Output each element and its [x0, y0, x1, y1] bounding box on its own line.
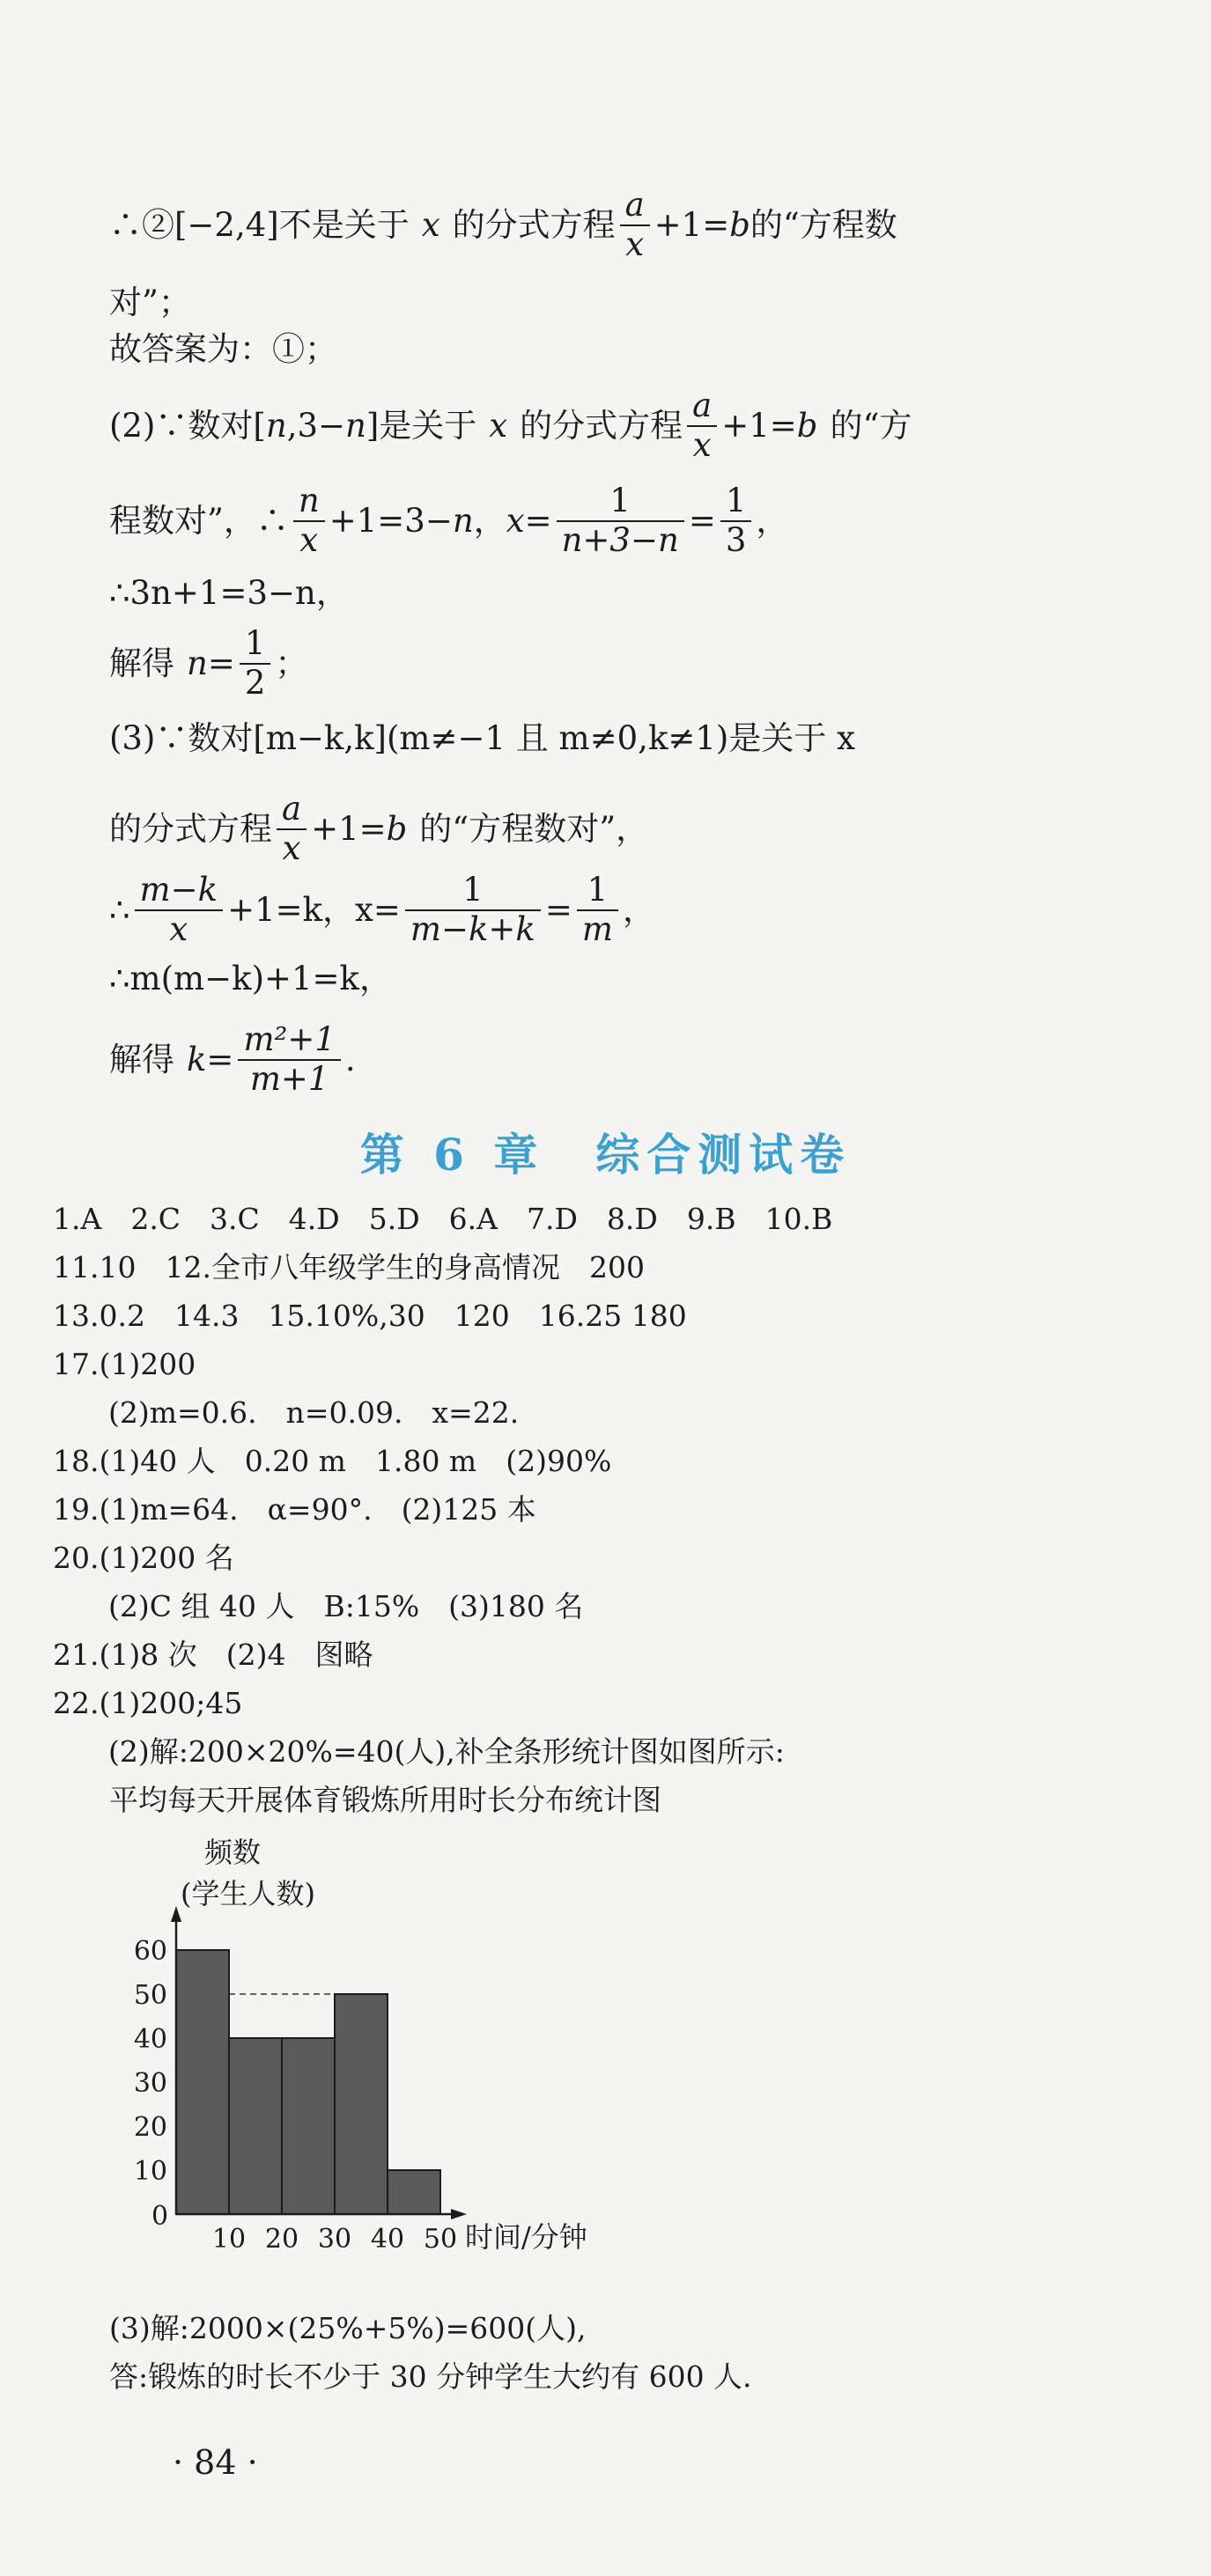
- part3-line3: [109, 872, 655, 948]
- chart-caption: 平均每天开展体育锻炼所用时长分布统计图: [109, 1783, 661, 1817]
- text: =: [206, 1041, 234, 1079]
- text: +1=k，x=: [227, 891, 401, 930]
- y-tick-label: 40: [133, 2024, 167, 2055]
- var-k: k: [187, 1041, 207, 1079]
- numerator: 1: [587, 871, 609, 909]
- denominator: 3: [725, 520, 747, 559]
- numerator: 1: [462, 871, 484, 909]
- text: ∴②[−2,4]不是关于: [109, 206, 410, 245]
- part2-line1: [109, 387, 912, 464]
- x-axis-arrow-icon: [451, 2209, 467, 2219]
- fraction-1-over-sum: [557, 482, 684, 559]
- answer-line: 17.(1)200: [53, 1347, 196, 1381]
- fraction-m-minus-k-over-x: [135, 872, 224, 948]
- origin-label: 0: [151, 2201, 169, 2232]
- denominator: m+1: [249, 1059, 329, 1098]
- text: +1=3−: [329, 502, 453, 541]
- fraction-1-over-sum: [405, 872, 541, 948]
- x-axis-label: 时间/分钟: [465, 2220, 587, 2254]
- part1-line1: [109, 187, 897, 263]
- denominator: x: [692, 425, 712, 464]
- denominator: x: [625, 224, 645, 263]
- text: 的“方程数对”，: [419, 810, 649, 849]
- text: 的“方: [830, 407, 912, 445]
- text: 的分式方程: [452, 206, 616, 245]
- y-tick-label: 20: [133, 2112, 167, 2143]
- text: ∴m(m−k)+1=k，: [109, 960, 392, 997]
- y-axis-label-sub: (学生人数): [181, 1877, 315, 1910]
- fraction-1-over-3: [720, 482, 752, 559]
- var-n: n: [265, 407, 287, 445]
- denominator: m: [581, 909, 613, 948]
- var-x: x: [506, 502, 525, 541]
- text: +1=: [653, 206, 730, 245]
- fraction-1-over-m: [577, 872, 618, 948]
- y-axis-label: 频数: [204, 1836, 262, 1869]
- fraction-m-squared-plus-1-over-m-plus-1: [238, 1021, 340, 1098]
- text: 程数对”，∴: [109, 502, 289, 541]
- histogram-bar: [229, 2038, 282, 2214]
- denominator: x: [282, 828, 301, 867]
- text: 解得: [109, 1041, 174, 1079]
- histogram-chart: [106, 1827, 599, 2276]
- x-tick-label: 50: [423, 2224, 458, 2255]
- x-tick-label: 40: [370, 2224, 405, 2255]
- text: 故答案为：①；: [109, 330, 337, 368]
- answer-line: 20.(1)200 名: [53, 1541, 234, 1575]
- part3-line5: [109, 1021, 356, 1098]
- numerator: 1: [609, 482, 631, 519]
- part3-line1: [109, 719, 855, 757]
- part2-line4: [109, 625, 307, 702]
- fraction-a-over-x: [687, 387, 717, 464]
- numerator: a: [692, 386, 713, 424]
- text: ；: [275, 644, 308, 683]
- text: ]是关于: [366, 407, 477, 445]
- text: +1=: [721, 407, 797, 445]
- text: =: [207, 644, 235, 683]
- numerator: a: [624, 186, 645, 224]
- denominator: x: [169, 909, 188, 948]
- y-tick-label: 50: [133, 1980, 167, 2011]
- var-x: x: [421, 206, 440, 245]
- fraction-a-over-x: [277, 791, 306, 867]
- denominator: 2: [244, 663, 266, 702]
- text: (3)∵数对[m−k,k](m≠−1 且 m≠0,k≠1)是关于 x: [109, 719, 855, 757]
- var-b: b: [386, 810, 408, 849]
- x-tick-label: 10: [211, 2224, 247, 2255]
- answer-line: 22.(1)200;45: [53, 1686, 243, 1720]
- x-tick-label: 30: [317, 2224, 352, 2255]
- histogram-bar: [282, 2038, 335, 2214]
- text: +1=: [311, 810, 387, 849]
- denominator: x: [299, 520, 319, 559]
- text: ∴3n+1=3−n，: [109, 574, 349, 612]
- text: (2)∵数对[: [109, 407, 266, 445]
- var-x: x: [489, 407, 508, 445]
- answer-line: 13.0.2 14.3 15.10%,30 120 16.25 180: [53, 1299, 687, 1333]
- answer-line: (2)m=0.6. n=0.09. x=22.: [79, 1395, 520, 1430]
- answer-line: 18.(1)40 人 0.20 m 1.80 m (2)90%: [53, 1444, 612, 1478]
- part3-line2: [109, 791, 648, 867]
- numerator: 1: [244, 624, 266, 662]
- answer-line: 21.(1)8 次 (2)4 图略: [53, 1638, 373, 1672]
- answer-line: (3)解:2000×(25%+5%)=600(人),: [109, 2311, 587, 2345]
- numerator: a: [282, 790, 302, 828]
- text: ，: [756, 502, 789, 541]
- text: ,3−: [286, 407, 346, 445]
- text: =: [688, 502, 716, 541]
- x-tick-label: 20: [264, 2224, 299, 2255]
- text: ，: [473, 502, 506, 541]
- text: 解得: [109, 644, 174, 683]
- var-n: n: [452, 502, 474, 541]
- answer-line: (2)C 组 40 人 B:15% (3)180 名: [79, 1589, 584, 1623]
- fraction-a-over-x: [620, 187, 650, 263]
- answer-line: (2)解:200×20%=40(人),补全条形统计图如图所示:: [79, 1734, 785, 1769]
- denominator: m−k+k: [410, 909, 535, 948]
- y-tick-label: 10: [133, 2156, 167, 2187]
- part1-line2: [109, 283, 191, 321]
- text: 的分式方程: [520, 407, 683, 445]
- numerator: m−k: [139, 871, 218, 909]
- part1-line3: [109, 330, 337, 368]
- text: 的分式方程: [109, 810, 272, 849]
- numerator: 1: [725, 482, 747, 519]
- fraction-1-over-2: [240, 625, 271, 702]
- text: 的“方程数: [749, 206, 897, 245]
- part2-line3: [109, 574, 349, 612]
- text: ，: [622, 891, 655, 930]
- text: .: [344, 1041, 356, 1079]
- answer-line: 19.(1)m=64. α=90°. (2)125 本: [53, 1492, 536, 1527]
- text: =: [544, 891, 572, 930]
- var-n: n: [187, 644, 208, 683]
- text: ∴: [109, 891, 130, 930]
- var-b: b: [796, 407, 818, 445]
- answer-line: 答:锻炼的时长不少于 30 分钟学生大约有 600 人.: [109, 2359, 752, 2394]
- var-b: b: [729, 206, 750, 245]
- fraction-n-over-x: [293, 482, 325, 559]
- y-tick-label: 30: [133, 2068, 167, 2099]
- histogram-bar: [388, 2170, 440, 2214]
- chapter-heading: 第 6 章 综合测试卷: [359, 1129, 852, 1181]
- denominator: n+3−n: [561, 520, 679, 559]
- y-tick-label: 60: [133, 1936, 167, 1967]
- answer-line: 11.10 12.全市八年级学生的身高情况 200: [53, 1250, 645, 1284]
- answer-line: 1.A 2.C 3.C 4.D 5.D 6.A 7.D 8.D 9.B 10.B: [53, 1202, 833, 1236]
- var-n: n: [345, 407, 366, 445]
- numerator: m²+1: [243, 1020, 336, 1058]
- histogram-bar: [176, 1950, 229, 2214]
- page-number: · 84 ·: [173, 2443, 258, 2482]
- numerator: n: [298, 482, 320, 519]
- text: =: [524, 502, 552, 541]
- text: 对”；: [109, 283, 191, 321]
- histogram-bar: [335, 1994, 388, 2214]
- part3-line4: [109, 962, 392, 995]
- part2-line2: [109, 482, 788, 559]
